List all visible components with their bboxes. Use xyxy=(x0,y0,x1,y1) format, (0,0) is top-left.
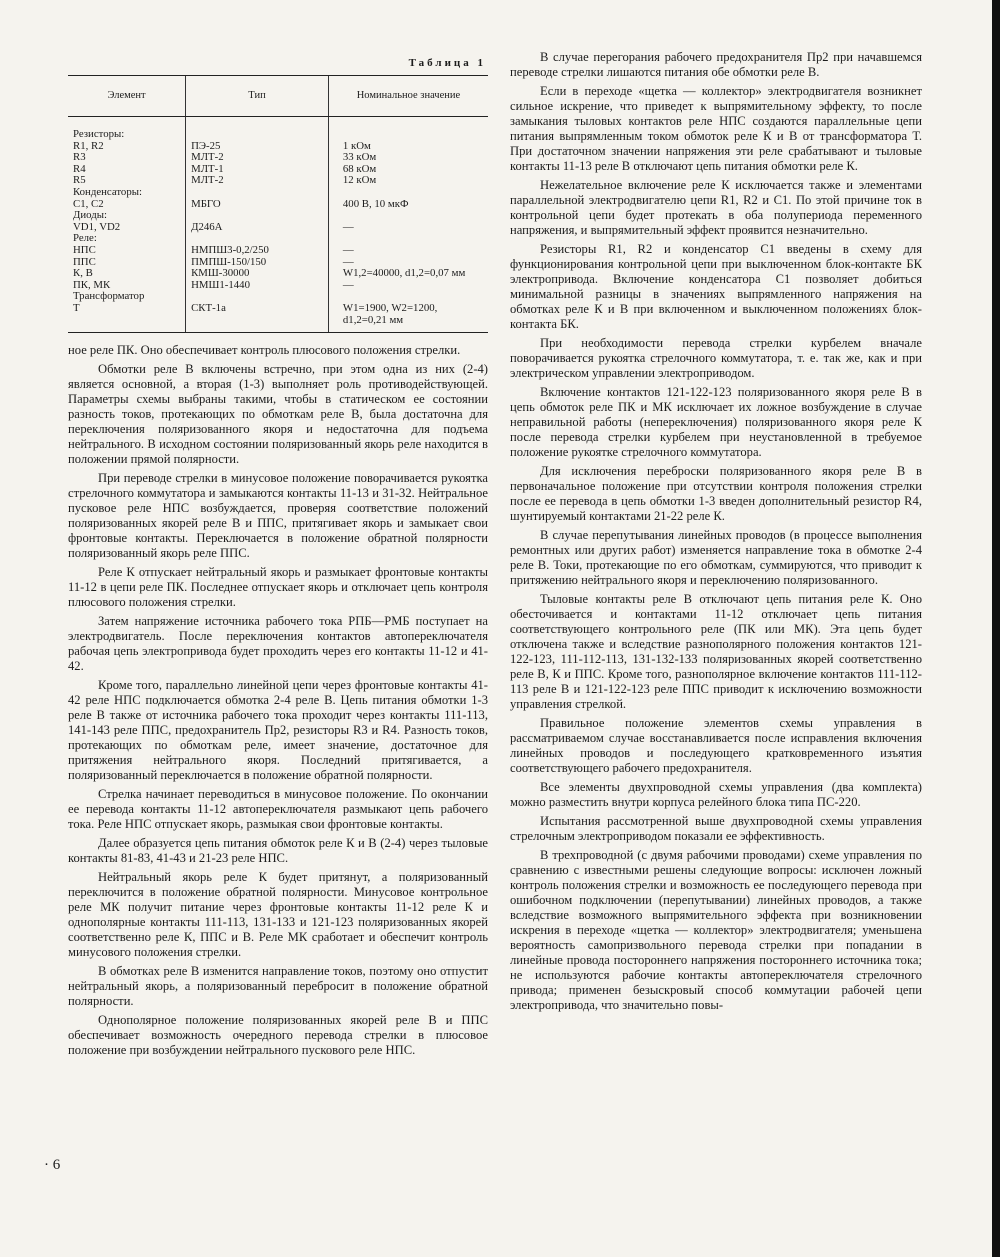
paragraph: Стрелка начинает переводиться в минусовое положение. По окончании ее перевода контакты 11-12 автопереключателя размыкают цепь рабочего тока. Реле НПС отпускает якорь, размыкая свои фронтовые контакты. xyxy=(68,787,488,832)
paragraph: В трехпроводной (с двумя рабочими проводами) схеме управления по сравнению с известными решены следующие вопросы: исключен ложный контроль положения стрелки и возможность ее последующего перевода при ошибочном подключении (перепутывании) линейных проводов, а также вследствие возможного выпрямительного эффекта при возникновении искрения в переходе «щетка — коллектор» электродвигателя; уменьшена вероятность самопризвольного перевода стрелки при попадании в линейные провода постороннего напряжения постороннего источника тока; не используются рабочие контакты автопереключателя стрелочного привода; применен безыскровый способ коммутации рабочей цепи электропривода, что значительно повы- xyxy=(510,848,922,1012)
cell-type: КМШ-30000 xyxy=(186,268,329,280)
paragraph: При необходимости перевода стрелки курбелем вначале поворачивается рукоятка стрелочного коммутатора, т. е. так же, как и при электрическом управлении электроприводом. xyxy=(510,336,922,380)
table-row xyxy=(68,222,488,234)
paragraph: Если в переходе «щетка — коллектор» электродвигателя возникнет сильное искрение, что приведет к выпрямительному эффекту, то после замыкания тыловых контактов реле НПС создаются параллельные цепи питания выпрямленным током обмоток реле К и В от трансформатора Т. При достаточном значении напряжения эти реле срабатывают и тыловые контакты 11-13 реле В отключают цепь питания обмотки реле К. xyxy=(510,84,922,173)
left-column-text xyxy=(68,343,488,1058)
cell-element: C1, C2 xyxy=(73,197,104,210)
cell-type: НМПШ3-0,2/250 xyxy=(186,245,329,257)
cell-value: — xyxy=(328,257,488,269)
table-row xyxy=(68,187,488,199)
cell-element: ПК, МК xyxy=(73,278,111,291)
cell-value: 1 кОм xyxy=(328,141,488,153)
table-caption: Таблица 1 xyxy=(408,57,486,69)
cell-type xyxy=(186,117,329,141)
paragraph: Для исключения переброски поляризованного якоря реле В в первоначальное положение при отсутствии контроля положения стрелки после ее перевода в цепь обмотки 1-3 введен дополнительный резистор R4, шунтируемый контактами 21-22 реле К. xyxy=(510,464,922,523)
paragraph: Далее образуется цепь питания обмоток реле К и В (2-4) через тыловые контакты 81-83, 41-43 и 21-23 реле НПС. xyxy=(68,836,488,866)
cell-element: VD1, VD2 xyxy=(73,220,121,233)
paragraph: В обмотках реле В изменится направление токов, поэтому оно отпустит нейтральный якорь, а поляризованный перебросит в положение обратной полярности. xyxy=(68,964,488,1009)
table-row xyxy=(68,210,488,222)
paragraph: В случае перепутывания линейных проводов (в процессе выполнения ремонтных или других работ) изменяется направление тока в обмотке 2-4 реле В. Токи, протекающие по его обмоткам, суммируются, что приводит к притяжению нейтрального якоря и переключению поляризованного. xyxy=(510,528,922,587)
table-row xyxy=(68,245,488,257)
cell-element: ППС xyxy=(73,255,96,268)
table-header-type: Тип xyxy=(186,76,329,117)
cell-value xyxy=(328,210,488,222)
table-row xyxy=(68,164,488,176)
cell-element: Трансформатор xyxy=(73,290,145,303)
table-row xyxy=(68,303,488,315)
cell-element: Т xyxy=(73,301,80,314)
paragraph: В случае перегорания рабочего предохранителя Пр2 при начавшемся переводе стрелки лишаются питания обе обмотки реле В. xyxy=(510,50,922,79)
cell-type: СКТ-1а xyxy=(186,303,329,315)
paragraph: Реле К отпускает нейтральный якорь и размыкает фронтовые контакты 11-12 в цепи реле ПК. Последнее отпускает якорь и отключает цепь контроля плюсового положения стрелки. xyxy=(68,565,488,610)
paragraph: Испытания рассмотренной выше двухпроводной схемы управления стрелочным электроприводом показали ее эффективность. xyxy=(510,814,922,843)
paragraph: Включение контактов 121-122-123 поляризованного якоря реле В в цепь обмоток реле ПК и МК исключает их ложное возбуждение в случае неправильной работы (непереключения) поляризованного якоря реле К после перевода стрелки курбелем при неустановленной в требуемое положение рукоятке стрелочного коммутатора. xyxy=(510,385,922,459)
cell-value: 12 кОм xyxy=(328,175,488,187)
table-row xyxy=(68,315,488,333)
page-edge-shadow xyxy=(992,0,1000,1257)
cell-value: — xyxy=(328,280,488,292)
cell-type xyxy=(186,315,329,333)
table-row xyxy=(68,152,488,164)
cell-element xyxy=(68,315,186,333)
paragraph: ное реле ПК. Оно обеспечивает контроль плюсового положения стрелки. xyxy=(68,343,461,358)
table-row xyxy=(68,117,488,141)
paragraph: Резисторы R1, R2 и конденсатор C1 введены в схему для функционирования контрольной цепи при выключенном блок-контакте БК электропривода. Включение конденсатора C1 позволяет добиться минимальной разницы в значениях выпрямленного напряжения на обмотках реле К и В при включенном и выключенном положениях блок-контакта БК. xyxy=(510,242,922,331)
left-column xyxy=(68,56,488,1062)
cell-element: НПС xyxy=(73,243,96,256)
paragraph: Кроме того, параллельно линейной цепи через фронтовые контакты 41-42 реле НПС подключается обмотка 2-4 реле В. Цепь питания обмотки 1-3 реле В также от источника рабочего тока проходит через контакты 111-113, 141-143 реле ППС, предохранитель Пр2, резисторы R3 и R4. Разность токов, протекающих по обмоткам реле, имеет значение, достаточное для притяжения нейтрального якоря. Последний притягивается, а поляризованный переключается в положение обратной полярности. xyxy=(68,678,488,783)
cell-value xyxy=(328,187,488,199)
cell-type: НМШ1-1440 xyxy=(186,280,329,292)
cell-type: МБГО xyxy=(186,199,329,211)
cell-type: МЛТ-2 xyxy=(186,152,329,164)
paragraph: Однополярное положение поляризованных якорей реле В и ППС обеспечивает возможность очередного перевода стрелки в плюсовое положение при возбуждении нейтрального пускового реле НПС. xyxy=(68,1013,488,1058)
paragraph: Нежелательное включение реле К исключается также и элементами параллельной электродвигателю цепи R1, R2 и C1. По этой причине ток в контрольной цепи будет протекать в оба полупериода переменного напряжения, и выпрямительный эффект проявится незначительно. xyxy=(510,178,922,237)
paragraph: При переводе стрелки в минусовое положение поворачивается рукоятка стрелочного коммутатора и замыкаются контакты 11-13 и 31-32. Нейтральное пусковое реле НПС возбуждается, проверяя соответствие положений поляризованных якорей реле В и ППС, притягивает якорь и замыкает свои фронтовые контакты. Переключается в положение обратной полярности поляризованный якорь реле ППС. xyxy=(68,471,488,561)
page-number: · 6 xyxy=(44,1157,61,1173)
cell-element: Резисторы: xyxy=(73,128,125,140)
paragraph: Все элементы двухпроводной схемы управления (два комплекта) можно разместить внутри корпуса релейного блока типа ПС-220. xyxy=(510,780,922,809)
cell-element: Реле: xyxy=(73,232,97,245)
table-row xyxy=(68,233,488,245)
cell-element: Диоды: xyxy=(73,209,107,222)
cell-type xyxy=(186,210,329,222)
cell-type xyxy=(186,187,329,199)
cell-value: 33 кОм xyxy=(328,152,488,164)
cell-type: Д246А xyxy=(186,222,329,234)
cell-value: 68 кОм xyxy=(328,164,488,176)
cell-type: МЛТ-1 xyxy=(186,164,329,176)
cell-value: d1,2=0,21 мм xyxy=(328,315,488,333)
table-row xyxy=(68,141,488,153)
cell-element: Конденсаторы: xyxy=(73,185,142,198)
cell-value: W1=1900, W2=1200, xyxy=(328,303,488,315)
cell-value: — xyxy=(328,245,488,257)
cell-value: — xyxy=(328,222,488,234)
cell-element: К, В xyxy=(73,267,93,280)
paragraph: Правильное положение элементов схемы управления в рассматриваемом случае восстанавливается после исправления включения линейных проводов и последующего кратковременного изъятия соответствующего рабочего предохранителя. xyxy=(510,716,922,775)
right-column xyxy=(510,50,922,1017)
paragraph: Нейтральный якорь реле К будет притянут, а поляризованный переключится в положение обратной полярности. Минусовое контрольное реле МК получит питание через фронтовые контакты 11-12 реле К и однополярные контакты 111-113, 131-133 и 121-123 поляризованных якорей соответственно реле К, ППС и В. Реле МК сработает и обеспечит контроль минусового положения стрелки. xyxy=(68,870,488,960)
cell-element: R1, R2 xyxy=(73,139,104,152)
table-body xyxy=(68,117,488,333)
cell-element: R3 xyxy=(73,151,86,164)
paragraph: Обмотки реле В включены встречно, при этом одна из них (2-4) является основной, а вторая (1-3) выполняет роль противодействующей. Параметры схемы выбраны такими, чтобы в статическом ее состоянии разность токов, протекающих по обмоткам реле В, была достаточна для переключения поляризованного якоря и недостаточна для подъема нейтрального. В исходном состоянии поляризованный якорь реле находится в положении прямой полярности. xyxy=(68,362,488,467)
cell-type: ПМПШ-150/150 xyxy=(186,257,329,269)
cell-type: ПЭ-25 xyxy=(186,141,329,153)
cell-element: R4 xyxy=(73,162,86,175)
table-header-element: Элемент xyxy=(68,76,186,117)
paragraph: Тыловые контакты реле В отключают цепь питания реле К. Оно обесточивается и контактами 11-12 отключает цепь питания соответствующего контрольного реле (ПК или МК). Эта цепь будет отключена также и вследствие разнополярного положения контактов 121-122-123, 111-112-113, 131-132-133 поляризованных якорей соответственно реле В, К и ППС. Кроме того, разнополярное включение контактов 111-112-113 реле В и 121-122-123 реле ППС приводит к исключению возможности управления стрелкой. xyxy=(510,592,922,711)
table-header-value: Номинальное значение xyxy=(328,76,488,117)
components-table xyxy=(68,75,488,333)
cell-value xyxy=(328,117,488,141)
right-column-text xyxy=(510,50,922,1013)
table-row xyxy=(68,199,488,211)
table-row xyxy=(68,268,488,280)
paragraph: Затем напряжение источника рабочего тока РПБ—РМБ поступает на электродвигатель. После переключения контактов автопереключателя рабочая цепь электропривода будет проходить через его контакты 11-12 и 41-42. xyxy=(68,614,488,674)
cell-value: W1,2=40000, d1,2=0,07 мм xyxy=(328,268,488,280)
cell-element: R5 xyxy=(73,174,86,187)
cell-type: МЛТ-2 xyxy=(186,175,329,187)
cell-value: 400 В, 10 мкФ xyxy=(328,199,488,211)
